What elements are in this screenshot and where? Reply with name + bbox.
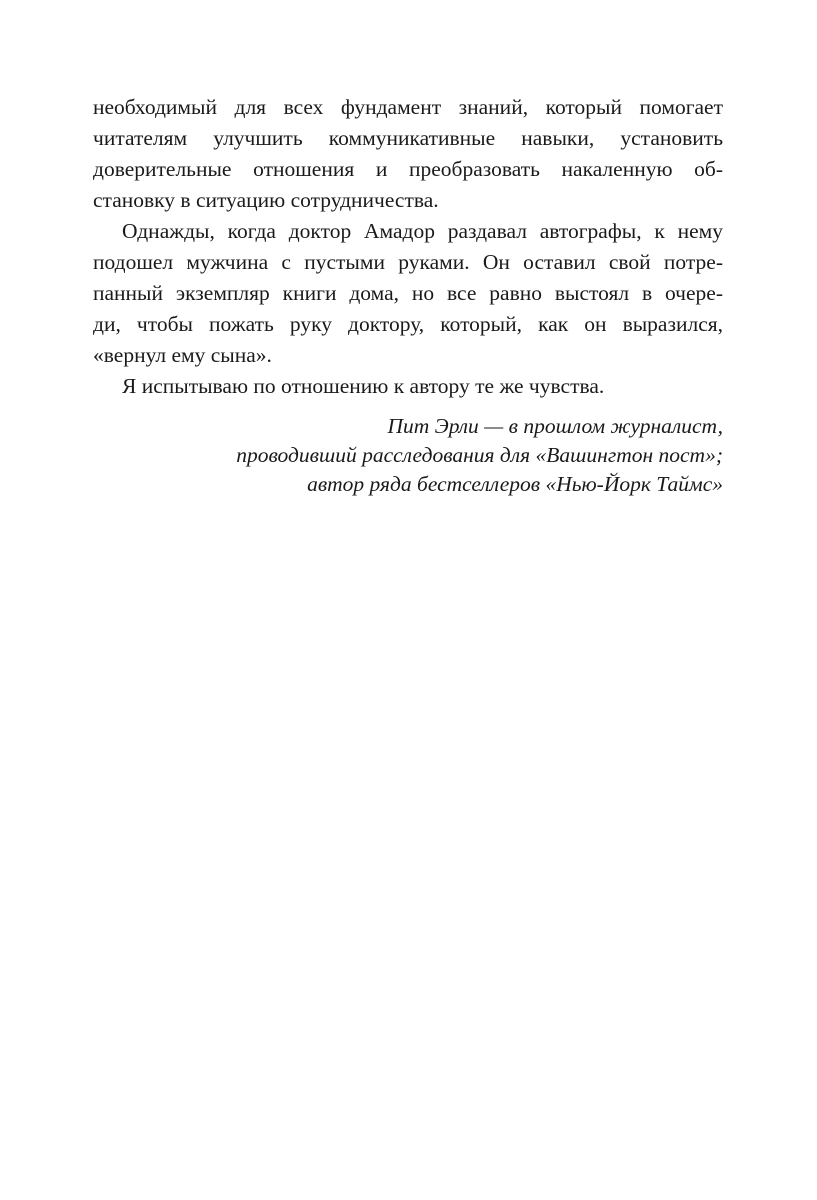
text-line: читателям улучшить коммуникативные навыки, установить (93, 126, 723, 150)
paragraph-2 (93, 216, 723, 371)
spacer (93, 402, 723, 412)
text-line: Однажды, когда доктор Амадор раздавал автографы, к нему (122, 219, 723, 243)
author-signature (93, 412, 723, 499)
paragraph-3 (93, 371, 723, 402)
text-line: необходимый для всех фундамент знаний, который помогает (93, 95, 723, 119)
text-line: панный экземпляр книги дома, но все равно выстоял в очере- (93, 281, 723, 305)
text-line: Я испытываю по отношению к автору те же чувства. (122, 374, 605, 398)
text-line: доверительные отношения и преобразовать накаленную об- (93, 157, 723, 181)
paragraph-1 (93, 92, 723, 216)
text-line: становку в ситуацию сотрудничества. (93, 188, 439, 212)
signature-line: автор ряда бестселлеров «Нью-Йорк Таймс» (307, 472, 723, 496)
signature-line: проводивший расследования для «Вашингтон пост»; (236, 443, 723, 467)
text-line: ди, чтобы пожать руку доктору, который, как он выразился, (93, 312, 723, 336)
text-line: подошел мужчина с пустыми руками. Он оставил свой потре- (93, 250, 723, 274)
foreword-text (93, 92, 723, 499)
signature-line: Пит Эрли — в прошлом журналист, (387, 414, 723, 438)
text-line: «вернул ему сына». (93, 343, 272, 367)
